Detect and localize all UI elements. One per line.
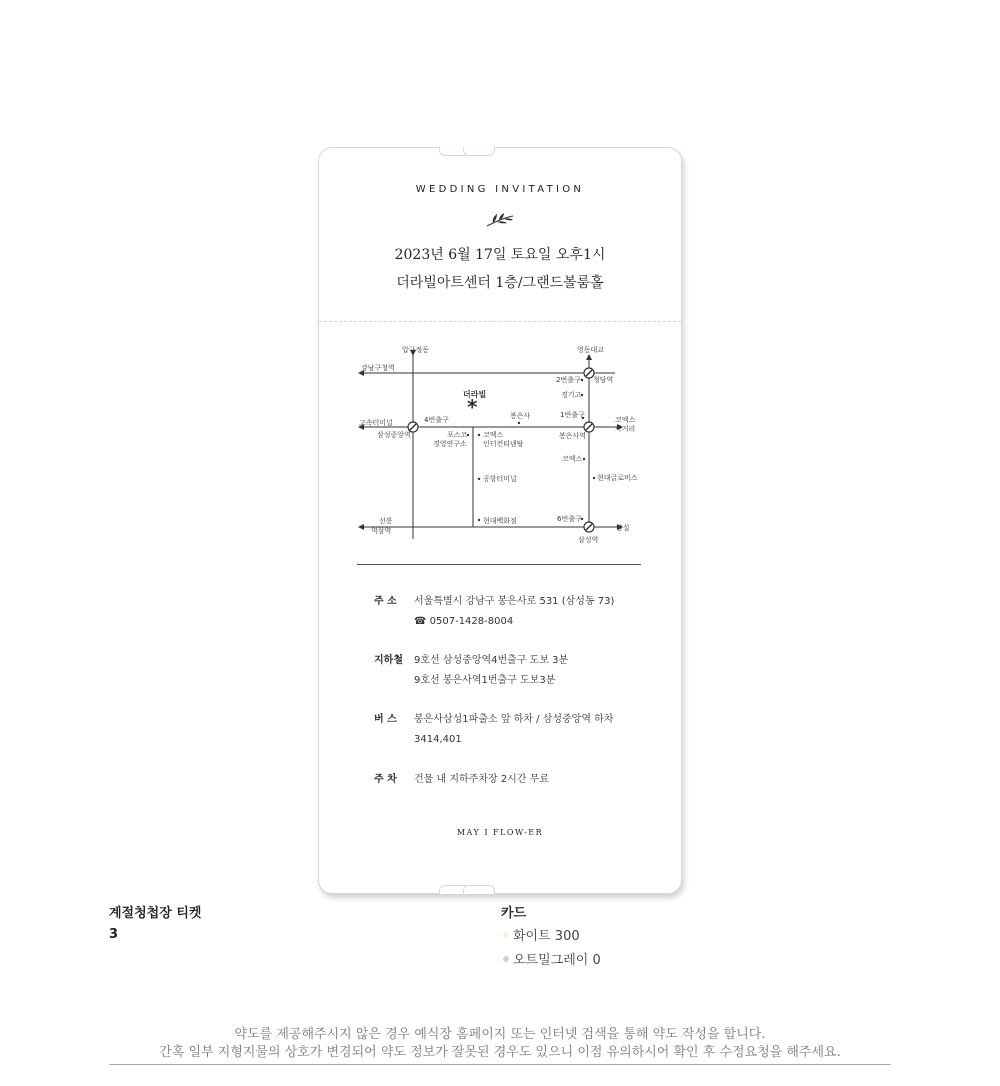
phone-text: ☎ 0507-1428-8004: [414, 616, 514, 627]
card-option-label: 화이트 300: [513, 929, 580, 944]
map-label-exit2: 2번출구: [556, 376, 581, 384]
subway-text-1: 9호선 삼성중앙역4번출구 도보 3분: [414, 655, 569, 666]
map-label-cheongdam: 청담역: [593, 376, 614, 384]
invitation-heading: WEDDING INVITATION: [415, 184, 585, 195]
notice-line-2: 간혹 일부 지형지물의 상호가 변경되어 약도 정보가 잘못된 경우도 있으니 이점 유의하시어 확인 후 수정요청을 해주세요.: [159, 1045, 841, 1060]
card-option-label: 오트밀그레이 0: [513, 953, 601, 968]
map-label-apgujeong: 압구정동: [402, 346, 430, 354]
map-label-airport-terminal: 공항터미널: [483, 475, 517, 483]
map-label-coex: 코엑스: [562, 455, 583, 463]
product-name: 계절청첩장 티켓: [109, 906, 202, 921]
bus-text-1: 봉은사삼성1파출소 앞 하차 / 삼성중앙역 하차: [414, 714, 614, 725]
map-divider: [357, 564, 641, 565]
map-label-coex-ic-2: 인터컨티넨탈: [483, 440, 524, 448]
notice-line-1: 약도를 제공해주시지 않은 경우 예식장 홈페이지 또는 인터넷 검색을 통해 약도 작성을 합니다.: [234, 1027, 766, 1042]
bottom-right-notch: [463, 885, 495, 894]
map-label-coex-intersection-2: 사거리: [615, 425, 636, 433]
subway-label: 지하철: [374, 655, 403, 666]
color-swatch-white: [503, 932, 509, 938]
map-label-seolleung-1: 선릉: [379, 517, 393, 525]
address-label: 주 소: [374, 596, 397, 607]
map-label-venue: 더라빌: [463, 390, 487, 399]
product-quantity: 3: [109, 927, 119, 942]
bus-text-2: 3414,401: [414, 734, 462, 745]
map-label-coex-ic-1: 코엑스: [483, 431, 504, 439]
parking-label: 주 차: [374, 774, 397, 785]
venue-star-icon: *: [467, 395, 478, 419]
parking-text: 건물 내 지하주차장 2시간 무료: [414, 774, 549, 785]
map-label-express-terminal: 고속터미널: [359, 419, 393, 427]
map-label-samseong-jungang: 삼성중앙역: [377, 431, 411, 439]
leaf-branch-icon: [485, 210, 515, 230]
map-label-posco-1: 포스코: [447, 431, 468, 439]
map-label-gyeonggi: 경기고: [561, 391, 582, 399]
map-label-posco-2: 경영연구소: [433, 440, 467, 448]
map-label-gangnam-office: 강남구청역: [361, 364, 395, 372]
card-title: 카드: [501, 906, 527, 921]
map-label-hyundai-glovis: 현대글로비스: [597, 474, 638, 482]
card-option-white: [503, 925, 580, 944]
map-label-seolleung-2: 역삼역: [371, 527, 392, 535]
map-label-jamsil: 잠실: [616, 524, 630, 532]
map-label-yeongdong-bridge: 영동대교: [577, 346, 605, 354]
map-label-hyundai-dept: 현대백화점: [483, 517, 517, 525]
card-option-oatmeal-gray: [503, 949, 601, 968]
location-map: [357, 343, 647, 548]
wedding-date: 2023년 6월 17일 토요일 오후1시: [394, 247, 606, 263]
bus-label: 버 스: [374, 714, 397, 725]
perforation-line: [319, 321, 681, 322]
subway-text-2: 9호선 봉은사역1번출구 도보3분: [414, 675, 556, 686]
map-label-coex-intersection-1: 코엑스: [615, 416, 636, 424]
map-label-exit6: 6번출구: [557, 515, 582, 523]
map-label-exit4: 4번출구: [424, 416, 449, 424]
address-text: 서울특별시 강남구 봉은사로 531 (삼성동 73): [414, 596, 615, 607]
invitation-ticket-preview: [318, 147, 682, 894]
map-label-bongeunsa-station: 봉은사역: [559, 432, 587, 440]
map-label-exit1: 1번출구: [560, 411, 585, 419]
color-swatch-oatmeal-gray: [503, 956, 509, 962]
map-label-bongeunsa-temple: 봉은사: [510, 412, 531, 420]
top-right-notch: [463, 147, 495, 156]
map-label-samseong: 삼성역: [578, 536, 599, 544]
wedding-venue: 더라빌아트센터 1층/그랜드볼룸홀: [396, 275, 604, 291]
bottom-divider: [109, 1064, 891, 1065]
brand-name: MAY I FLOW-ER: [456, 828, 544, 837]
